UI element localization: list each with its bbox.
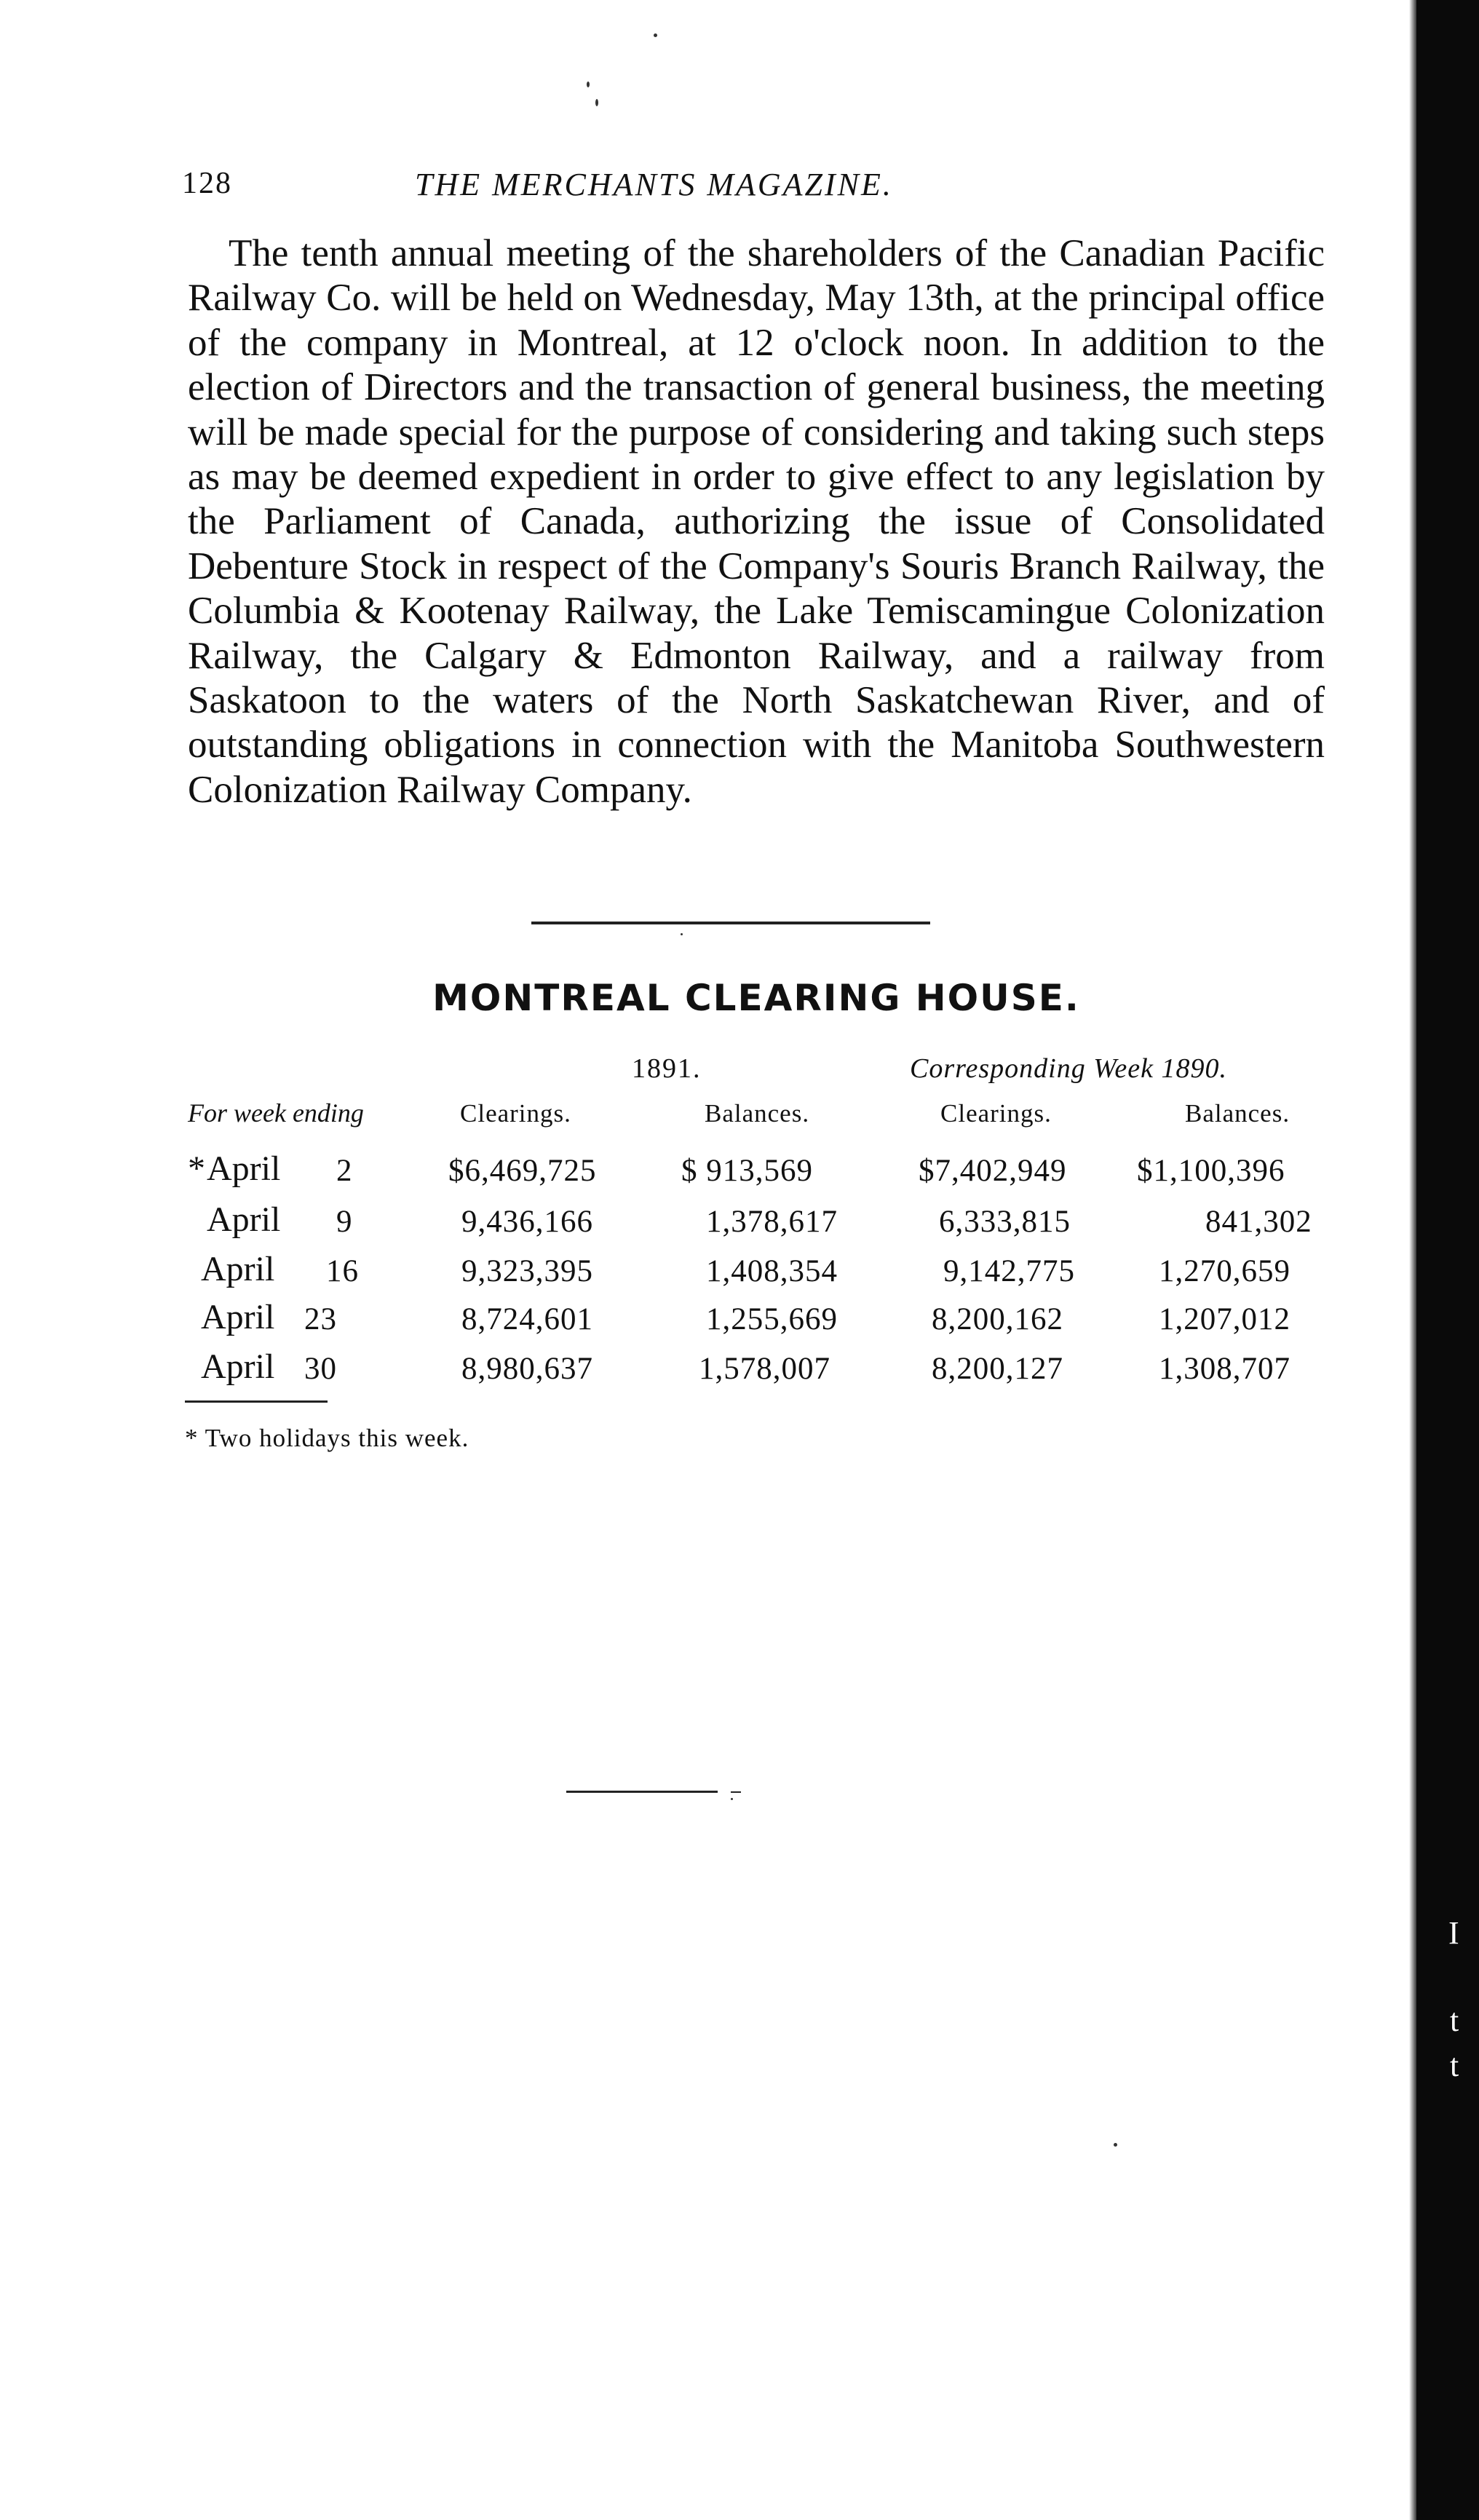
row-day: 23	[304, 1302, 337, 1336]
row-balances-1891: 1,408,354	[706, 1254, 838, 1288]
section-heading: MONTREAL CLEARING HOUSE.	[432, 977, 1080, 1019]
row-week: April	[207, 1200, 281, 1239]
row-clearings-1891: 9,323,395	[461, 1254, 593, 1288]
year-1891-header: 1891.	[632, 1053, 702, 1084]
margin-fragment: t	[1450, 2002, 1459, 2038]
balances-1890-column-header: Balances.	[1185, 1099, 1290, 1128]
row-week: April	[201, 1250, 275, 1288]
margin-fragment: I	[1448, 1915, 1459, 1951]
print-speck	[654, 33, 657, 37]
row-marker: *	[188, 1149, 205, 1188]
print-speck	[681, 933, 683, 935]
row-week: April	[201, 1347, 275, 1386]
row-clearings-1891: 8,724,601	[461, 1302, 593, 1336]
row-week: April	[207, 1149, 281, 1188]
row-day: 2	[336, 1154, 353, 1188]
row-balances-1891: 1,578,007	[699, 1352, 830, 1386]
row-clearings-1890: 6,333,815	[939, 1205, 1071, 1239]
row-balances-1890: 1,270,659	[1159, 1254, 1290, 1288]
corresponding-week-header: Corresponding Week 1890.	[910, 1053, 1227, 1084]
row-day: 30	[304, 1352, 337, 1386]
row-clearings-1891: 9,436,166	[461, 1205, 593, 1239]
binding-spine-shadow	[1416, 0, 1479, 2520]
row-balances-1891: 1,255,669	[706, 1302, 838, 1336]
row-clearings-1890: 8,200,127	[932, 1352, 1063, 1386]
row-balances-1890: 1,207,012	[1159, 1302, 1290, 1336]
end-rule	[566, 1791, 718, 1793]
row-balances-1891: $ 913,569	[681, 1154, 813, 1188]
footnote: * Two holidays this week.	[185, 1424, 469, 1452]
print-speck	[731, 1798, 733, 1800]
row-week: April	[201, 1298, 275, 1336]
row-clearings-1890: 8,200,162	[932, 1302, 1063, 1336]
row-balances-1890: 841,302	[1205, 1205, 1312, 1239]
running-title: THE MERCHANTS MAGAZINE.	[415, 167, 893, 202]
week-ending-column-header: For week ending	[188, 1098, 364, 1128]
page-number: 128	[182, 167, 232, 200]
row-clearings-1890: 9,142,775	[943, 1254, 1075, 1288]
row-day: 16	[326, 1254, 359, 1288]
balances-1891-column-header: Balances.	[705, 1099, 810, 1128]
print-speck	[595, 99, 598, 106]
row-clearings-1891: 8,980,637	[461, 1352, 593, 1386]
section-divider	[531, 922, 930, 924]
end-rule-dash	[731, 1791, 741, 1793]
clearings-1890-column-header: Clearings.	[940, 1099, 1052, 1128]
clearings-1891-column-header: Clearings.	[460, 1099, 571, 1128]
table-bottom-rule	[185, 1400, 328, 1403]
article-paragraph: The tenth annual meeting of the shareholders of the Canadian Pacific Railway Co. will be held on Wednesday, May 13th, at the principal office of the company in Montreal, at 12 o'clock noon. In addition to the election of Directors and the transaction of general business, the meeting will be made special for the purpose of considering and taking such steps as may be deemed expedient in order to give effect to any legislation by the Parliament of Canada, authorizing the issue of Consolidated Debenture Stock in respect of the Company's Souris Branch Railway, the Columbia & Kootenay Railway, the Lake Temiscamingue Colonization Railway, the Calgary & Edmonton Railway, and a railway from Saskatoon to the waters of the North Saskatchewan River, and of outstanding obligations in connection with the Manitoba Southwestern Colonization Railway Company.	[188, 232, 1325, 811]
page-header	[182, 166, 1128, 210]
row-balances-1890: 1,308,707	[1159, 1352, 1290, 1386]
print-speck	[1114, 2143, 1117, 2147]
margin-fragment: t	[1450, 2048, 1459, 2083]
print-speck	[587, 82, 590, 87]
row-clearings-1890: $7,402,949	[919, 1154, 1067, 1188]
row-balances-1891: 1,378,617	[706, 1205, 838, 1239]
row-clearings-1891: $6,469,725	[448, 1154, 597, 1188]
row-day: 9	[336, 1205, 353, 1239]
row-balances-1890: $1,100,396	[1137, 1154, 1285, 1188]
